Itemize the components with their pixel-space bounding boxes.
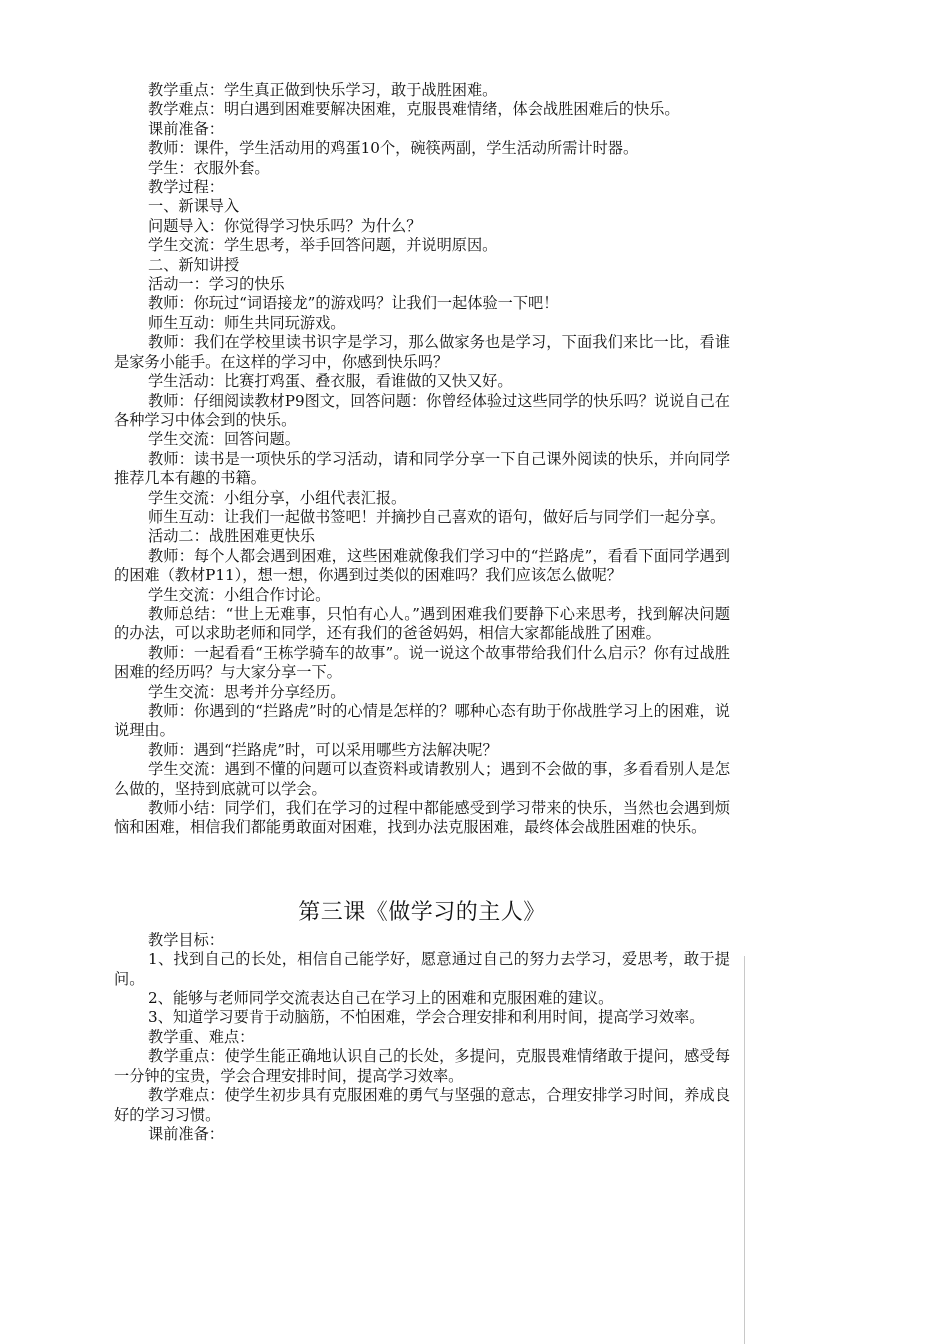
page-edge-rule xyxy=(744,956,745,1344)
paragraph: 教师：一起看看“王栋学骑车的故事”。说一说这个故事带给我们什么启示？你有过战胜困难的经历吗？与大家分享一下。 xyxy=(114,643,730,682)
paragraph: 教师：课件，学生活动用的鸡蛋10个，碗筷两副，学生活动所需计时器。 xyxy=(148,139,639,158)
paragraph: 课前准备： xyxy=(148,119,224,138)
paragraph: 教学难点：使学生初步具有克服困难的勇气与坚强的意志，合理安排学习时间，养成良好的学习习惯。 xyxy=(114,1086,730,1124)
paragraph: 教学难点：明白遇到困难要解决困难，克服畏难情绪，体会战胜困难后的快乐。 xyxy=(148,100,680,119)
paragraph: 问题导入：你觉得学习快乐吗？为什么？ xyxy=(148,216,422,235)
paragraph: 2、能够与老师同学交流表达自己在学习上的困难和克服困难的建议。 xyxy=(148,989,614,1008)
paragraph: 1、找到自己的长处，相信自己能学好，愿意通过自己的努力去学习，爱思考，敢于提问。 xyxy=(114,950,730,988)
activity-heading: 活动二：战胜困难更快乐 xyxy=(148,527,316,546)
paragraph: 教学重点：使学生能正确地认识自己的长处，多提问，克服畏难情绪敢于提问，感受每一分钟的宝贵，学会合理安排时间，提高学习效率。 xyxy=(114,1047,730,1085)
paragraph: 学生交流：小组合作讨论。 xyxy=(148,585,331,604)
paragraph: 教师：每个人都会遇到困难，这些困难就像我们学习中的“拦路虎”，看看下面同学遇到的困难（教材P11），想一想，你遇到过类似的困难吗？我们应该怎么做呢？ xyxy=(114,546,730,585)
paragraph: 学生交流：小组分享，小组代表汇报。 xyxy=(148,488,407,507)
document-body xyxy=(114,81,730,1144)
paragraph: 学生交流：学生思考，举手回答问题，并说明原因。 xyxy=(148,236,498,255)
section-spacer xyxy=(114,838,730,899)
paragraph: 教师总结：“世上无难事，只怕有心人。”遇到困难我们要静下心来思考，找到解决问题的办法，可以求助老师和同学，还有我们的爸爸妈妈，相信大家都能战胜了困难。 xyxy=(114,604,730,643)
paragraph: 3、知道学习要肯于动脑筋，不怕困难，学会合理安排和利用时间，提高学习效率。 xyxy=(148,1008,705,1027)
lesson-title: 第三课《做学习的主人》 xyxy=(298,899,546,925)
paragraph: 学生：衣服外套。 xyxy=(148,158,270,177)
paragraph: 教师：你遇到的“拦路虎”时的心情是怎样的？哪种心态有助于你战胜学习上的困难，说说理由。 xyxy=(114,702,730,740)
paragraph: 教师：仔细阅读教材P9图文，回答问题：你曾经体验过这些同学的快乐吗？说说自己在各种学习中体会到的快乐。 xyxy=(114,391,730,429)
paragraph: 学生活动：比赛打鸡蛋、叠衣服，看谁做的又快又好。 xyxy=(148,372,513,391)
paragraph: 课前准备： xyxy=(148,1124,224,1143)
paragraph: 师生互动：师生共同玩游戏。 xyxy=(148,313,346,332)
paragraph: 教师：我们在学校里读书识字是学习，那么做家务也是学习，下面我们来比一比，看谁是家务小能手。在这样的学习中，你感到快乐吗？ xyxy=(114,333,730,371)
paragraph: 教师：遇到“拦路虎”时，可以采用哪些方法解决呢？ xyxy=(148,740,498,759)
paragraph: 师生互动：让我们一起做书签吧！并摘抄自己喜欢的语句，做好后与同学们一起分享。 xyxy=(148,507,726,526)
paragraph: 教学重点：学生真正做到快乐学习，敢于战胜困难。 xyxy=(148,81,498,99)
activity-heading: 活动一：学习的快乐 xyxy=(148,275,285,294)
paragraph: 学生交流：回答问题。 xyxy=(148,430,300,449)
section-heading: 一、新课导入 xyxy=(148,197,240,216)
paragraph: 教学过程： xyxy=(148,178,224,197)
paragraph: 学生交流：思考并分享经历。 xyxy=(148,682,346,701)
lesson-3-section xyxy=(114,899,730,1144)
paragraph: 学生交流：遇到不懂的问题可以查资料或请教别人；遇到不会做的事，多看看别人是怎么做的，坚持到底就可以学会。 xyxy=(114,760,730,798)
section-heading: 二、新知讲授 xyxy=(148,255,240,274)
paragraph: 教学重、难点： xyxy=(148,1027,255,1046)
lesson-2-section xyxy=(114,81,730,838)
paragraph: 教学目标： xyxy=(148,930,224,949)
paragraph: 教师小结：同学们，我们在学习的过程中都能感受到学习带来的快乐，当然也会遇到烦恼和困难，相信我们都能勇敢面对困难，找到办法克服困难，最终体会战胜困难的快乐。 xyxy=(114,799,730,837)
paragraph: 教师：你玩过“词语接龙”的游戏吗？让我们一起体验一下吧！ xyxy=(148,294,559,313)
paragraph: 教师：读书是一项快乐的学习活动，请和同学分享一下自己课外阅读的快乐，并向同学推荐几本有趣的书籍。 xyxy=(114,449,730,488)
